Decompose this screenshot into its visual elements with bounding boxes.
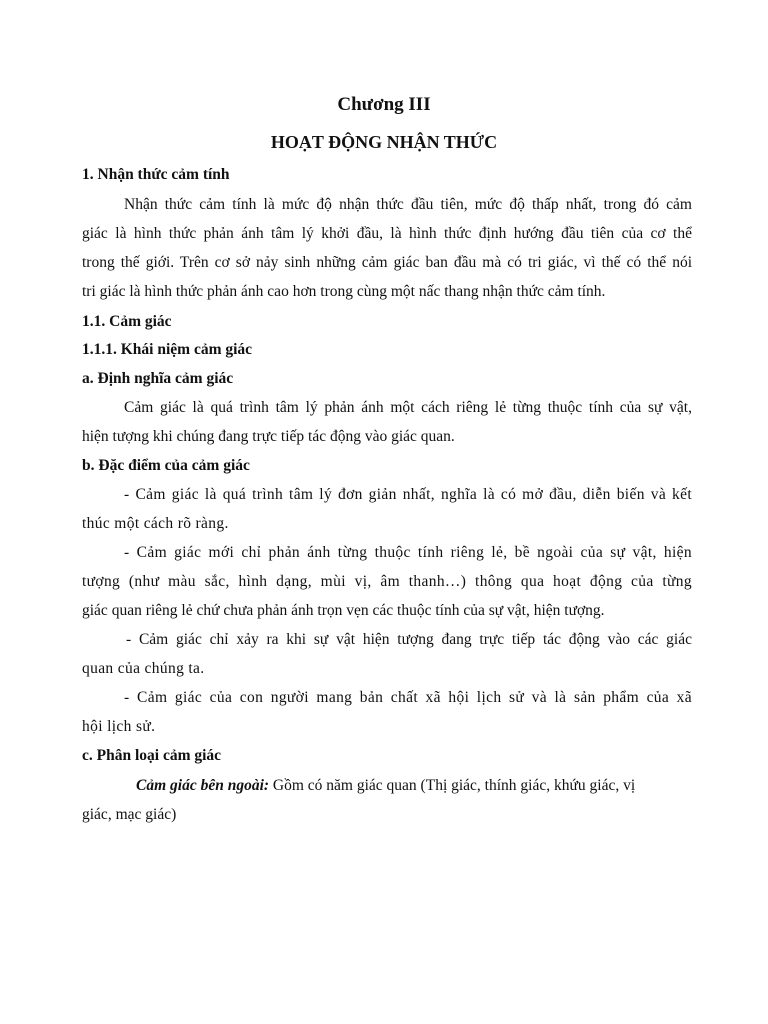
part-a-line-2: hiện tượng khi chúng đang trực tiếp tác động vào giác quan. xyxy=(82,428,455,445)
part-a-heading: a. Định nghĩa cảm giác xyxy=(82,370,234,387)
part-b-item-4-line-2: hội lịch sử. xyxy=(82,718,156,735)
part-b-item-1-line-2: thúc một cách rõ ràng. xyxy=(82,515,229,532)
section-1-para-line-2: giác là hình thức phản ánh tâm lý khởi đầu, là hình thức định hướng đầu tiên của cơ thể xyxy=(82,225,692,242)
section-1-para-line-4: tri giác là hình thức phản ánh cao hơn trong cùng một nấc thang nhận thức cảm tính. xyxy=(82,283,606,300)
section-1-1-1-heading: 1.1.1. Khái niệm cảm giác xyxy=(82,341,253,358)
part-b-item-2-line-2: tượng (như màu sắc, hình dạng, mùi vị, âm thanh…) thông qua hoạt động của từng xyxy=(82,573,692,590)
section-1-1-heading: 1.1. Cảm giác xyxy=(82,313,172,330)
chapter-number: Chương III xyxy=(337,94,431,115)
part-b-item-3-line-2: quan của chúng ta. xyxy=(82,660,205,677)
part-b-item-2-line-3: giác quan riêng lẻ chứ chưa phản ánh trọn vẹn các thuộc tính của sự vật, hiện tượng. xyxy=(82,602,605,619)
section-1-para-line-3: trong thế giới. Trên cơ sở nảy sinh những cảm giác ban đầu mà có tri giác, vì thế có thể nói xyxy=(82,254,692,271)
part-c-heading: c. Phân loại cảm giác xyxy=(82,747,222,764)
section-1-heading: 1. Nhận thức cảm tính xyxy=(82,166,230,183)
section-1-para-line-1: Nhận thức cảm tính là mức độ nhận thức đầu tiên, mức độ thấp nhất, trong đó cảm xyxy=(124,196,692,213)
part-c-emphasis: Cảm giác bên ngoài: xyxy=(136,777,270,794)
part-b-item-2-line-1: - Cảm giác mới chỉ phản ánh từng thuộc tính riêng lẻ, bề ngoài của sự vật, hiện xyxy=(124,544,692,561)
chapter-title: HOẠT ĐỘNG NHẬN THỨC xyxy=(270,132,498,152)
part-b-item-3-line-1: - Cảm giác chỉ xảy ra khi sự vật hiện tượng đang trực tiếp tác động vào các giác xyxy=(126,631,692,648)
part-a-line-1: Cảm giác là quá trình tâm lý phản ánh một cách riêng lẻ từng thuộc tính của sự vật, xyxy=(124,399,692,416)
part-c-line-1-rest: Gồm có năm giác quan (Thị giác, thính giác, khứu giác, vị xyxy=(269,777,636,794)
part-c-line-1 xyxy=(136,776,692,796)
part-b-heading: b. Đặc điểm của cảm giác xyxy=(82,457,250,474)
part-b-item-1-line-1: - Cảm giác là quá trình tâm lý đơn giản nhất, nghĩa là có mở đầu, diễn biến và kết xyxy=(124,486,692,503)
part-c-line-2: giác, mạc giác) xyxy=(82,806,177,823)
part-b-item-4-line-1: - Cảm giác của con người mang bản chất xã hội lịch sử và là sản phẩm của xã xyxy=(124,689,692,706)
